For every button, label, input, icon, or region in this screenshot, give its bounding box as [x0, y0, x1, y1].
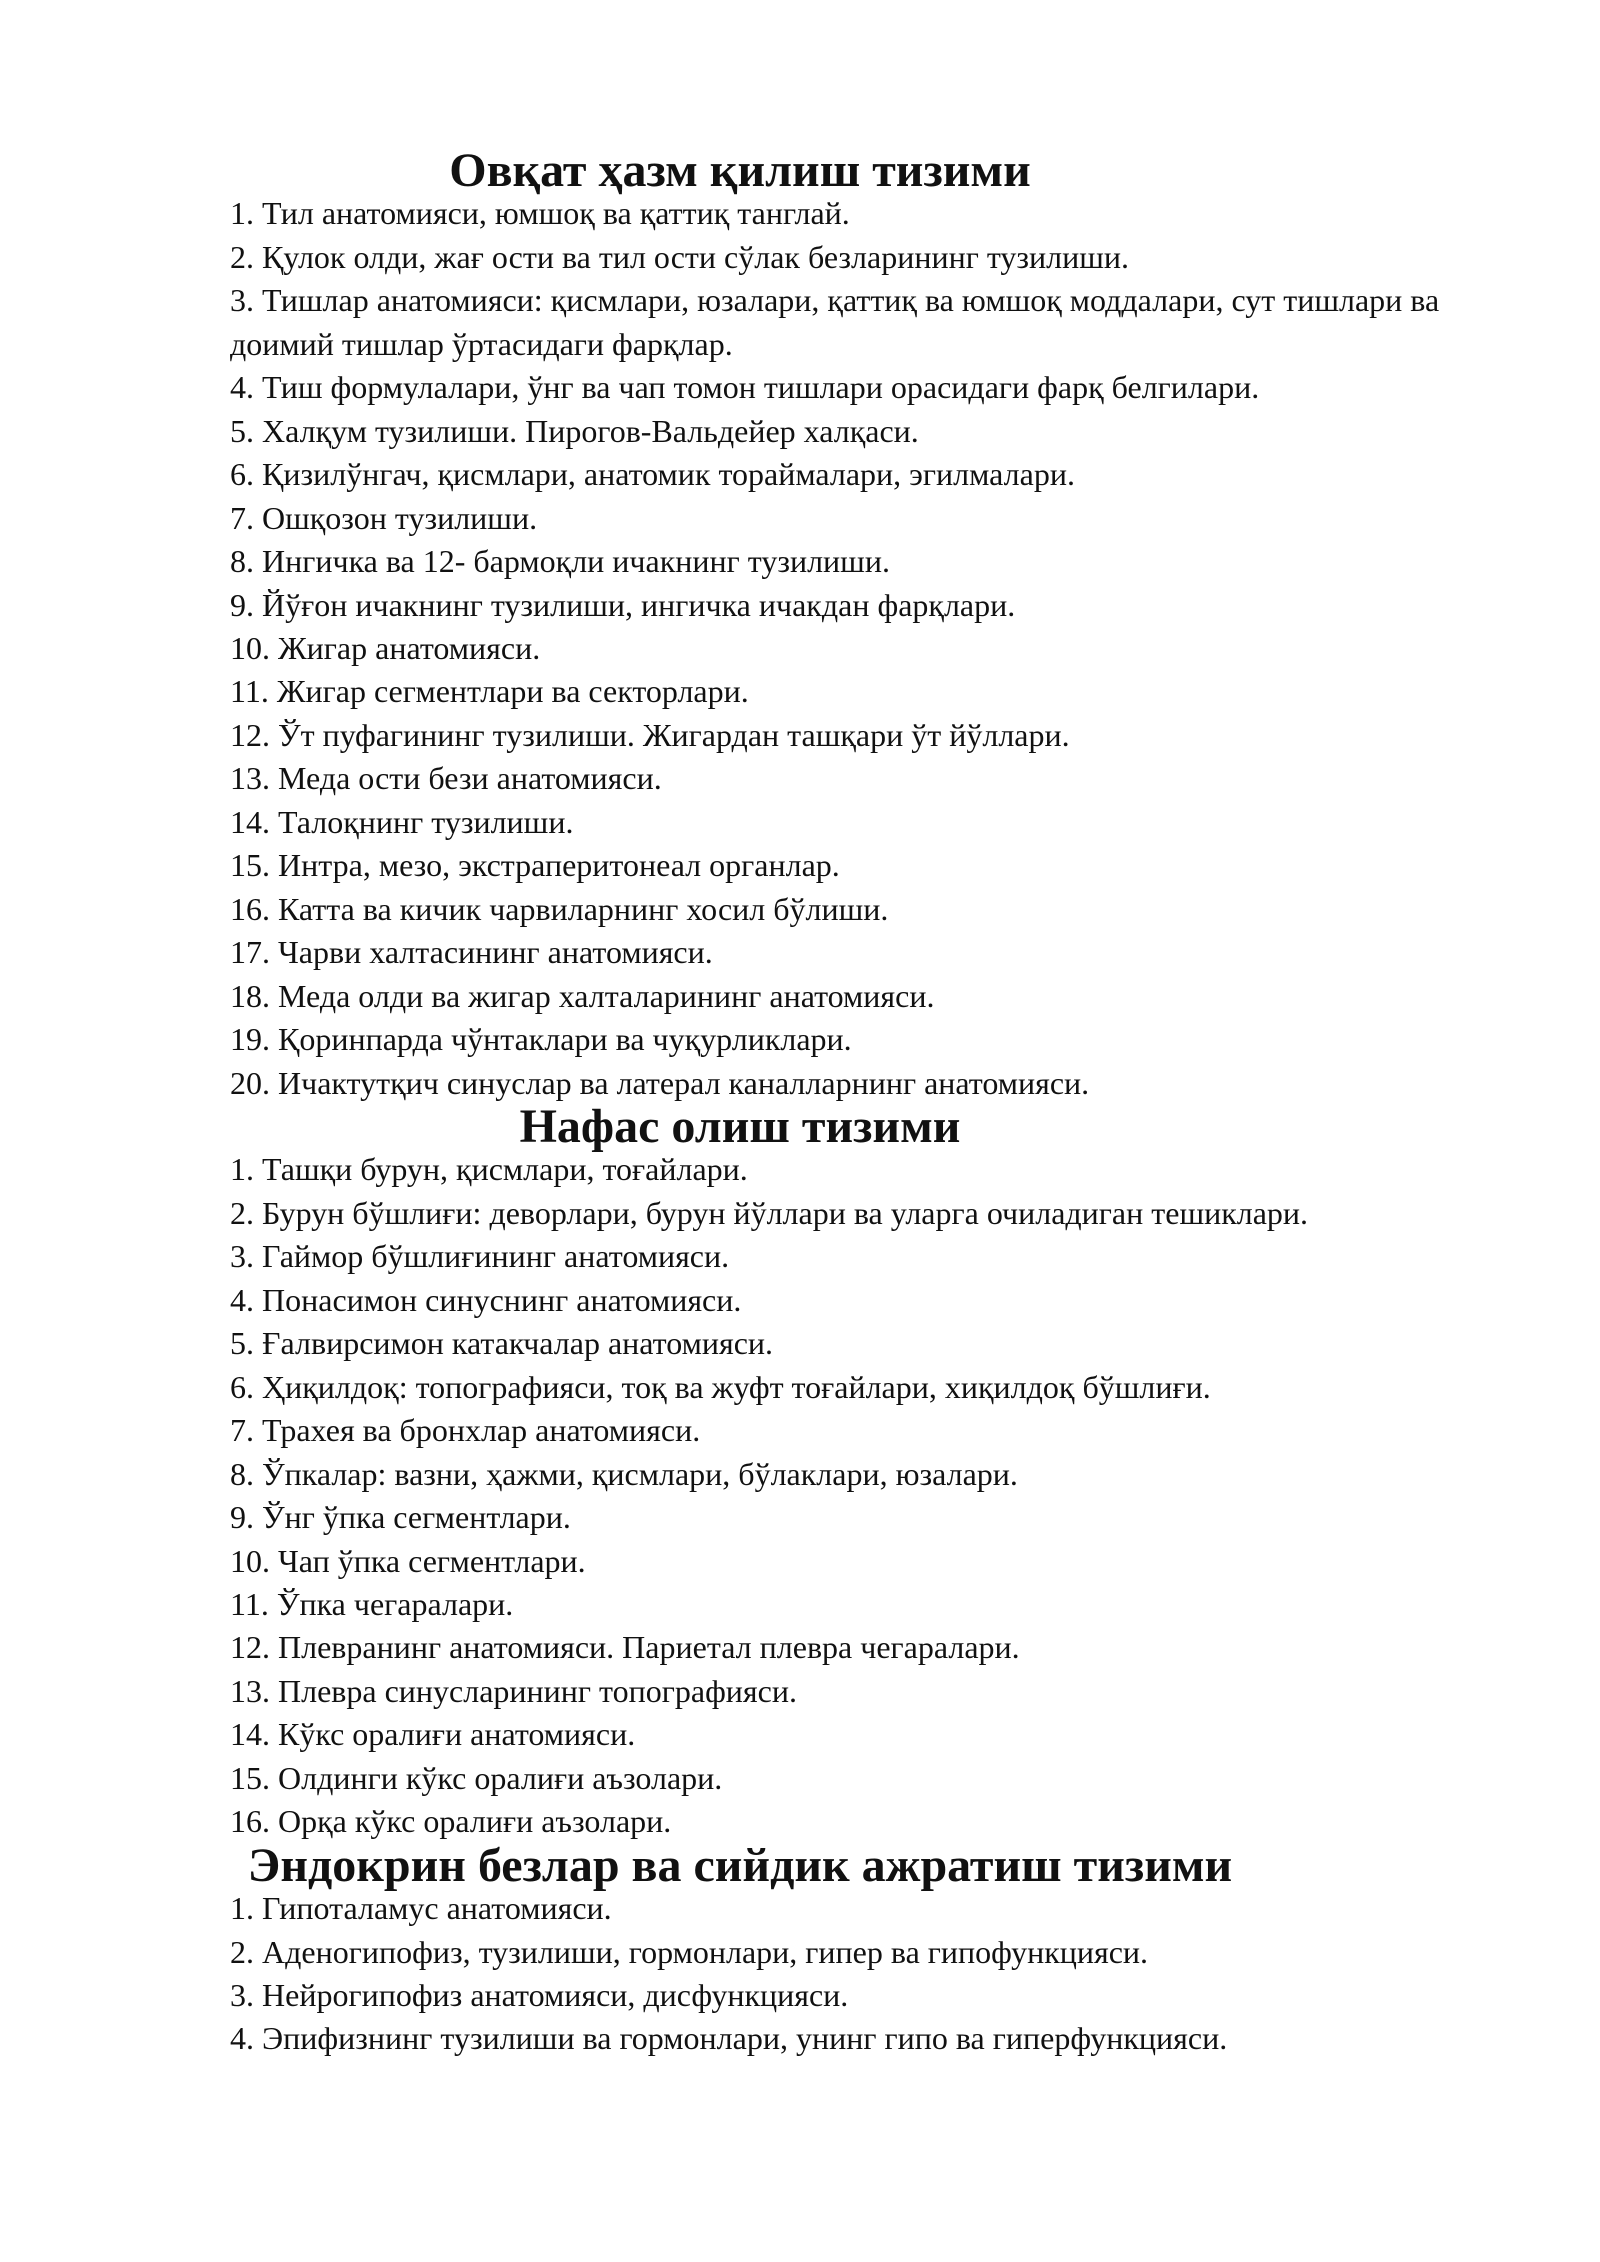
- list-item: 5. Халқум тузилиши. Пирогов-Вальдейер халқаси.: [230, 412, 919, 449]
- list-item: 10. Чап ўпка сегментлари.: [230, 1542, 586, 1579]
- list-item: 2. Қулок олди, жағ ости ва тил ости сўлак безларининг тузилиши.: [230, 238, 1130, 275]
- list-item: 16. Орқа кўкс оралиғи аъзолари.: [230, 1803, 672, 1840]
- list-item: 14. Кўкс оралиғи анатомияси.: [230, 1716, 636, 1753]
- list-item: 11. Ўпка чегаралари.: [230, 1585, 514, 1622]
- list-item: 4. Эпифизнинг тузилиши ва гормонлари, унинг гипо ва гиперфункцияси.: [230, 2020, 1228, 2057]
- list-item: 7. Трахея ва бронхлар анатомияси.: [230, 1412, 701, 1449]
- list-item: 19. Қоринпарда чўнтаклари ва чуқурликлари.: [230, 1021, 852, 1058]
- list-item: 2. Аденогипофиз, тузилиши, гормонлари, гипер ва гипофункцияси.: [230, 1933, 1149, 1970]
- list-item: 8. Ўпкалар: вазни, ҳажми, қисмлари, бўлаклари, юзалари.: [230, 1455, 1018, 1492]
- list-item: 15. Олдинги кўкс оралиғи аъзолари.: [230, 1759, 723, 1796]
- list-item: 1. Ташқи бурун, қисмлари, тоғайлари.: [230, 1151, 748, 1188]
- list-item: 6. Ҳиқилдоқ: топографияси, тоқ ва жуфт тоғайлари, хиқилдоқ бўшлиғи.: [230, 1368, 1211, 1405]
- list-item: 5. Ғалвирсимон катакчалар анатомияси.: [230, 1325, 774, 1362]
- document-page: [230, 144, 1490, 2061]
- list-item: 3. Гаймор бўшлиғининг анатомияси.: [230, 1238, 730, 1275]
- list-item: 8. Ингичка ва 12- бармоқли ичакнинг тузилиши.: [230, 543, 890, 580]
- list-item: 6. Қизилўнгач, қисмлари, анатомик тораймалари, эгилмалари.: [230, 456, 1075, 493]
- list-item: 13. Плевра синусларининг топографияси.: [230, 1672, 797, 1709]
- list-item: 1. Тил анатомияси, юмшоқ ва қаттиқ танглай.: [230, 195, 850, 232]
- list-item: 12. Плевранинг анатомияси. Париетал плевра чегаралари.: [230, 1629, 1020, 1666]
- respiratory-topic-list: [230, 1148, 1490, 1843]
- list-item: 4. Понасимон синуснинг анатомияси.: [230, 1281, 742, 1318]
- list-item: 17. Чарви халтасининг анатомияси.: [230, 934, 713, 971]
- list-item: 14. Талоқнинг тузилиши.: [230, 803, 574, 840]
- list-item: 3. Нейрогипофиз анатомияси, дисфункцияси.: [230, 1977, 849, 2014]
- list-item: 11. Жигар сегментлари ва секторлари.: [230, 673, 749, 710]
- list-item: 3. Тишлар анатомияси: қисмлари, юзалари, қаттиқ ва юмшоқ моддалари, сут тишлари ва доимий тишлар ўртасидаги фарқлар.: [230, 282, 1440, 362]
- list-item: 9. Ўнг ўпка сегментлари.: [230, 1499, 571, 1536]
- section-title-endocrine-urinary: Эндокрин безлар ва сийдик ажратиш тизими: [247, 1838, 1233, 1892]
- list-item: 20. Ичактутқич синуслар ва латерал каналларнинг анатомияси.: [230, 1064, 1090, 1101]
- list-item: 16. Катта ва кичик чарвиларнинг хосил бўлиши.: [230, 890, 889, 927]
- endocrine-topic-list: [230, 1887, 1490, 2061]
- list-item: 10. Жигар анатомияси.: [230, 629, 541, 666]
- list-item: 18. Меда олди ва жигар халталарининг анатомияси.: [230, 977, 935, 1014]
- list-item: 15. Интра, мезо, экстраперитонеал органлар.: [230, 847, 840, 884]
- list-item: 2. Бурун бўшлиғи: деворлари, бурун йўллари ва уларга очиладиган тешиклари.: [230, 1194, 1309, 1231]
- list-item: 9. Йўғон ичакнинг тузилиши, ингичка ичакдан фарқлари.: [230, 586, 1016, 623]
- list-item: 12. Ўт пуфагининг тузилиши. Жигардан ташқари ўт йўллари.: [230, 716, 1070, 753]
- digestive-topic-list: [230, 192, 1490, 1105]
- section-title-digestive: Овқат ҳазм қилиш тизими: [449, 144, 1031, 197]
- list-item: 7. Ошқозон тузилиши.: [230, 499, 538, 536]
- list-item: 13. Меда ости бези анатомияси.: [230, 760, 662, 797]
- list-item: 1. Гипоталамус анатомияси.: [230, 1890, 612, 1927]
- section-title-respiratory: Нафас олиш тизими: [519, 1099, 961, 1153]
- list-item: 4. Тиш формулалари, ўнг ва чап томон тишлари орасидаги фарқ белгилари.: [230, 369, 1260, 406]
